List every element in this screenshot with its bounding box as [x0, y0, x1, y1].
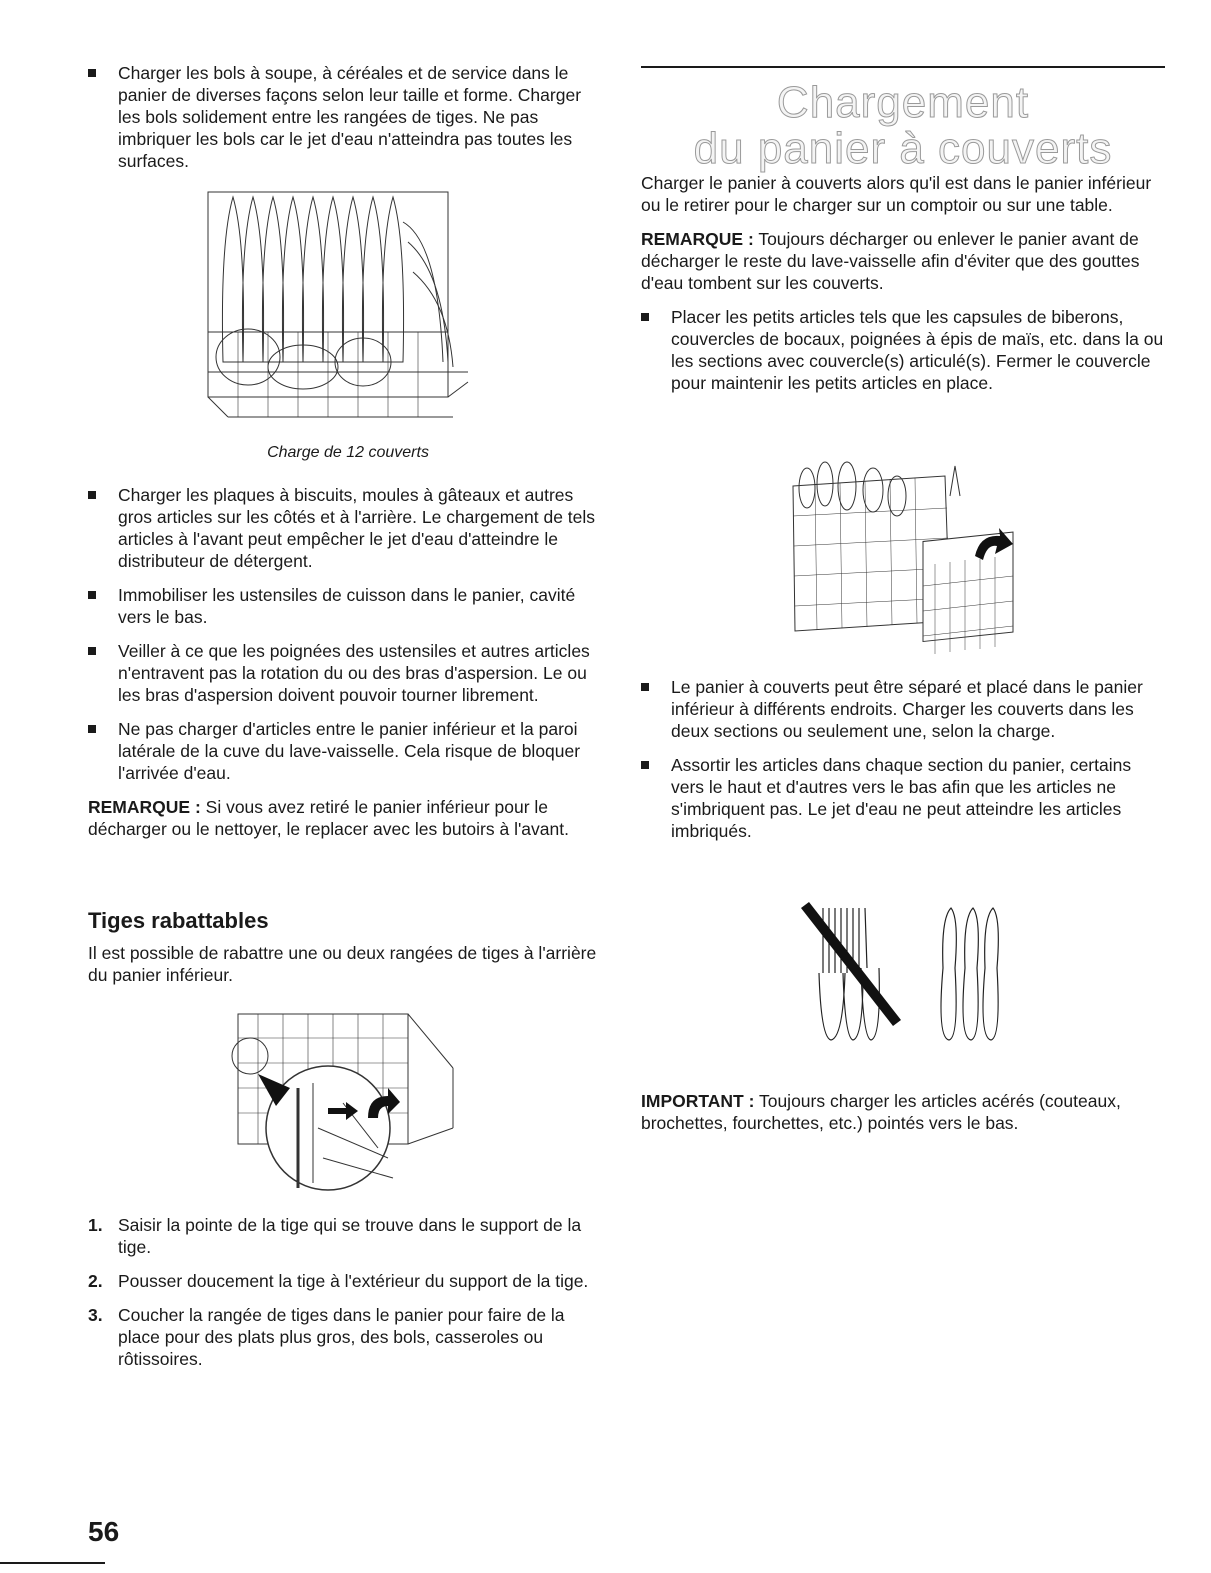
bullet-square-icon — [641, 761, 649, 769]
bullet-text: Ne pas charger d'articles entre le panier inférieur et la paroi latérale de la cuve du lave-vaisselle. Cela risque de bloquer l'arrivée d'eau. — [118, 719, 581, 783]
bullet-square-icon — [88, 725, 96, 733]
section-divider — [641, 66, 1165, 68]
bullet-square-icon — [641, 683, 649, 691]
silverware-basket-illustration — [785, 456, 1025, 662]
page-number: 56 — [88, 1516, 120, 1547]
step-text: Saisir la pointe de la tige qui se trouve dans le support de la tige. — [118, 1215, 582, 1257]
bullet-mix-items — [641, 754, 1165, 842]
right-intro: Charger le panier à couverts alors qu'il est dans le panier inférieur ou le retirer pour le charger sur un comptoir ou sur une table. — [641, 173, 1152, 215]
important-label: IMPORTANT : — [641, 1091, 755, 1111]
step-number: 3. — [88, 1305, 103, 1325]
important-text: Toujours charger les articles acérés (couteaux, brochettes, fourchettes, etc.) pointés vers le bas. — [641, 1091, 1121, 1133]
bullet-text: Veiller à ce que les poignées des ustensiles et autres articles n'entravent pas la rotation du ou des bras d'aspersion. Le ou les bras d'aspersion doivent pouvoir tourner librement. — [118, 641, 590, 705]
bullet-bowls — [88, 62, 608, 172]
step-2 — [88, 1270, 608, 1292]
bullet-side-wall — [88, 718, 608, 784]
dish-rack-illustration — [198, 182, 478, 430]
note-text: Toujours décharger ou enlever le panier avant de décharger le reste du lave-vaisselle afin d'éviter que des gouttes d'eau tombent sur les couverts. — [641, 229, 1140, 293]
note-right — [641, 228, 1165, 294]
bullet-text: Placer les petits articles tels que les capsules de biberons, couvercles de bocaux, poignées à épis de maïs, etc. dans la ou les sections avec couvercle(s) articulé(s). Fermer le couvercle pour maintenir les petits articles en place. — [671, 307, 1164, 393]
bullet-text: Immobiliser les ustensiles de cuisson dans le panier, cavité vers le bas. — [118, 585, 576, 627]
note-text: Si vous avez retiré le panier inférieur pour le décharger ou le nettoyer, le replacer avec les butoirs à l'avant. — [88, 797, 569, 839]
bullet-text: Charger les plaques à biscuits, moules à gâteaux et autres gros articles sur les côtés et à l'arrière. Le chargement de tels articles à l'avant peut empêcher le jet d'eau d'atteindre le distributeur de détergent. — [118, 485, 596, 571]
bullet-cookware — [88, 584, 608, 628]
note-left — [88, 796, 608, 840]
bullet-handles — [88, 640, 608, 706]
figure-caption: Charge de 12 couverts — [267, 444, 429, 461]
bullet-text: Charger les bols à soupe, à céréales et de service dans le panier de diverses façons selon leur taille et forme. Charger les bols solidement entre les rangées de tiges. Ne pas imbriquer les bols car le jet d'eau n'atteindra pas toutes les surfaces. — [118, 63, 582, 171]
fold-down-tines-illustration — [228, 1008, 468, 1198]
bullet-cookie-sheets — [88, 484, 608, 572]
section-heading-tiges: Tiges rabattables — [88, 908, 269, 933]
bullet-text: Assortir les articles dans chaque section du panier, certains vers le haut et d'autres vers le bas afin que les articles ne s'imbriquent pas. Le jet d'eau ne peut atteindre les articles imbriqués. — [671, 755, 1132, 841]
bullet-square-icon — [88, 69, 96, 77]
bullet-small-items — [641, 306, 1165, 394]
section-title-line1: Chargement — [776, 78, 1030, 127]
note-label: REMARQUE : — [88, 797, 201, 817]
step-number: 1. — [88, 1215, 103, 1235]
step-1 — [88, 1214, 608, 1258]
step-text: Pousser doucement la tige à l'extérieur du support de la tige. — [118, 1271, 589, 1291]
bullet-text: Le panier à couverts peut être séparé et placé dans le panier inférieur à différents endroits. Charger les couverts dans les deux sections ou seulement une, selon la charge. — [671, 677, 1143, 741]
utensils-illustration — [801, 898, 1021, 1048]
bullet-square-icon — [641, 313, 649, 321]
footer-rule — [0, 1562, 105, 1564]
bullet-square-icon — [88, 647, 96, 655]
tiges-intro: Il est possible de rabattre une ou deux rangées de tiges à l'arrière du panier inférieur. — [88, 943, 597, 985]
section-title-line2: du panier à couverts — [693, 124, 1113, 173]
step-number: 2. — [88, 1271, 103, 1291]
step-3 — [88, 1304, 608, 1370]
bullet-square-icon — [88, 591, 96, 599]
note-label: REMARQUE : — [641, 229, 754, 249]
important-note — [641, 1090, 1165, 1134]
bullet-separate-basket — [641, 676, 1165, 742]
bullet-square-icon — [88, 491, 96, 499]
step-text: Coucher la rangée de tiges dans le panier pour faire de la place pour des plats plus gros, des bols, casseroles ou rôtissoires. — [118, 1305, 565, 1369]
